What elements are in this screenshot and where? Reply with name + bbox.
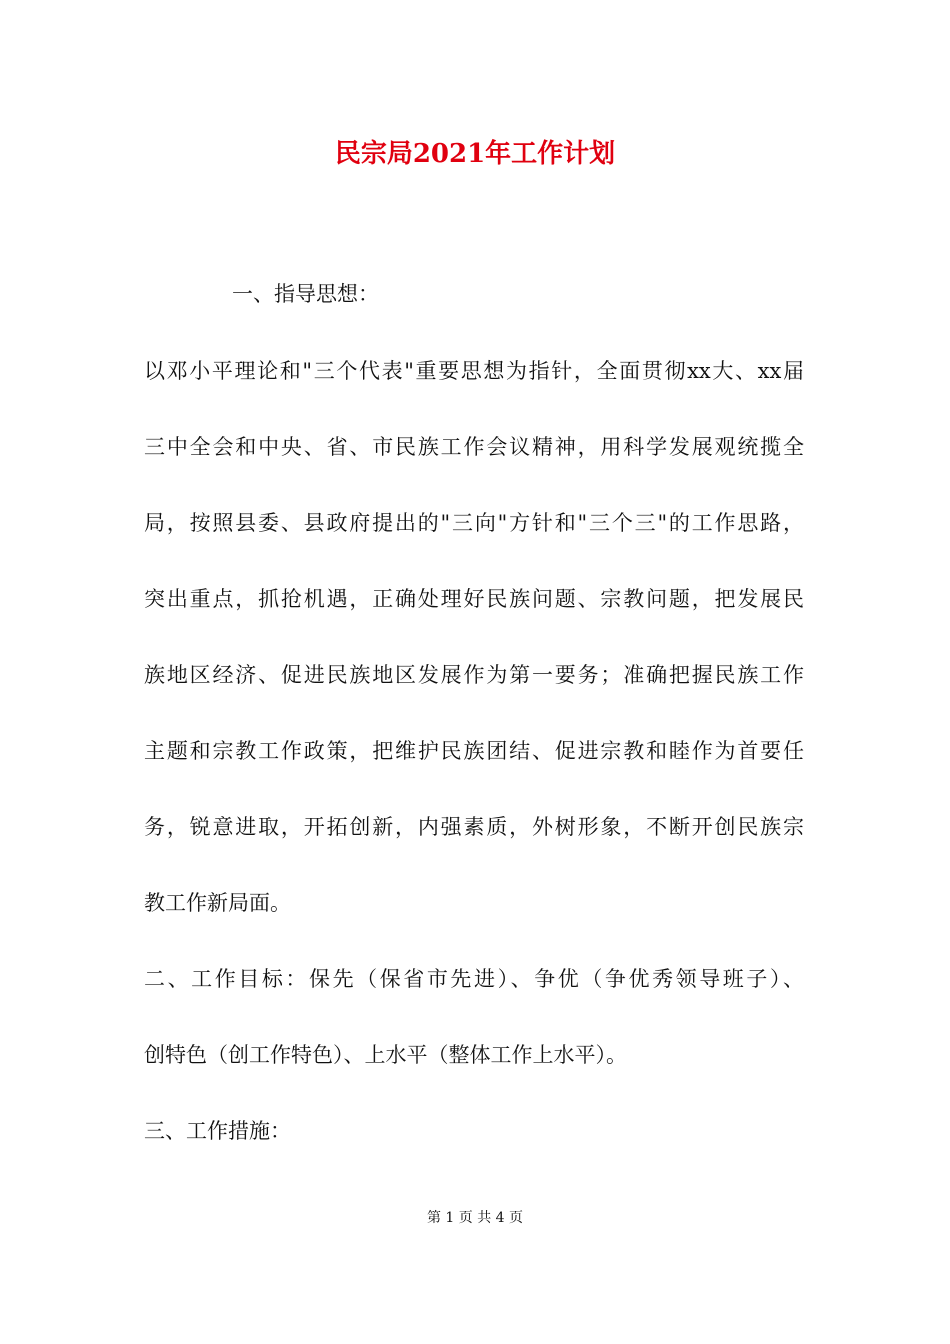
document-body xyxy=(144,356,824,1192)
body-line: 突出重点，抓抢机遇，正确处理好民族问题、宗教问题，把发展民 xyxy=(144,587,804,611)
body-line: 局，按照县委、县政府提出的"三向"方针和"三个三"的工作思路， xyxy=(144,511,804,535)
body-line: 务，锐意进取，开拓创新，内强素质，外树形象，不断开创民族宗 xyxy=(144,815,804,839)
document-title: 民宗局2021年工作计划 xyxy=(334,139,616,169)
body-line: 族地区经济、促进民族地区发展作为第一要务；准确把握民族工作 xyxy=(144,663,804,687)
section-heading-work-goals: 二、工作目标：保先（保省市先进）、争优（争优秀领导班子）、 xyxy=(144,967,804,991)
section-heading-guiding-ideology: 一、指导思想： xyxy=(232,282,379,306)
page-number: 第 1 页 共 4 页 xyxy=(426,1210,524,1226)
body-line: 三中全会和中央、省、市民族工作会议精神，用科学发展观统揽全 xyxy=(144,435,804,459)
body-line: 创特色（创工作特色）、上水平（整体工作上水平）。 xyxy=(144,1043,627,1067)
page-footer xyxy=(0,1208,950,1228)
body-line: 以邓小平理论和"三个代表"重要思想为指针，全面贯彻xx大、xx届 xyxy=(144,359,804,383)
section-heading-work-measures: 三、工作措施： xyxy=(144,1119,291,1143)
body-line: 教工作新局面。 xyxy=(144,891,291,915)
body-line: 主题和宗教工作政策，把维护民族团结、促进宗教和睦作为首要任 xyxy=(144,739,804,763)
